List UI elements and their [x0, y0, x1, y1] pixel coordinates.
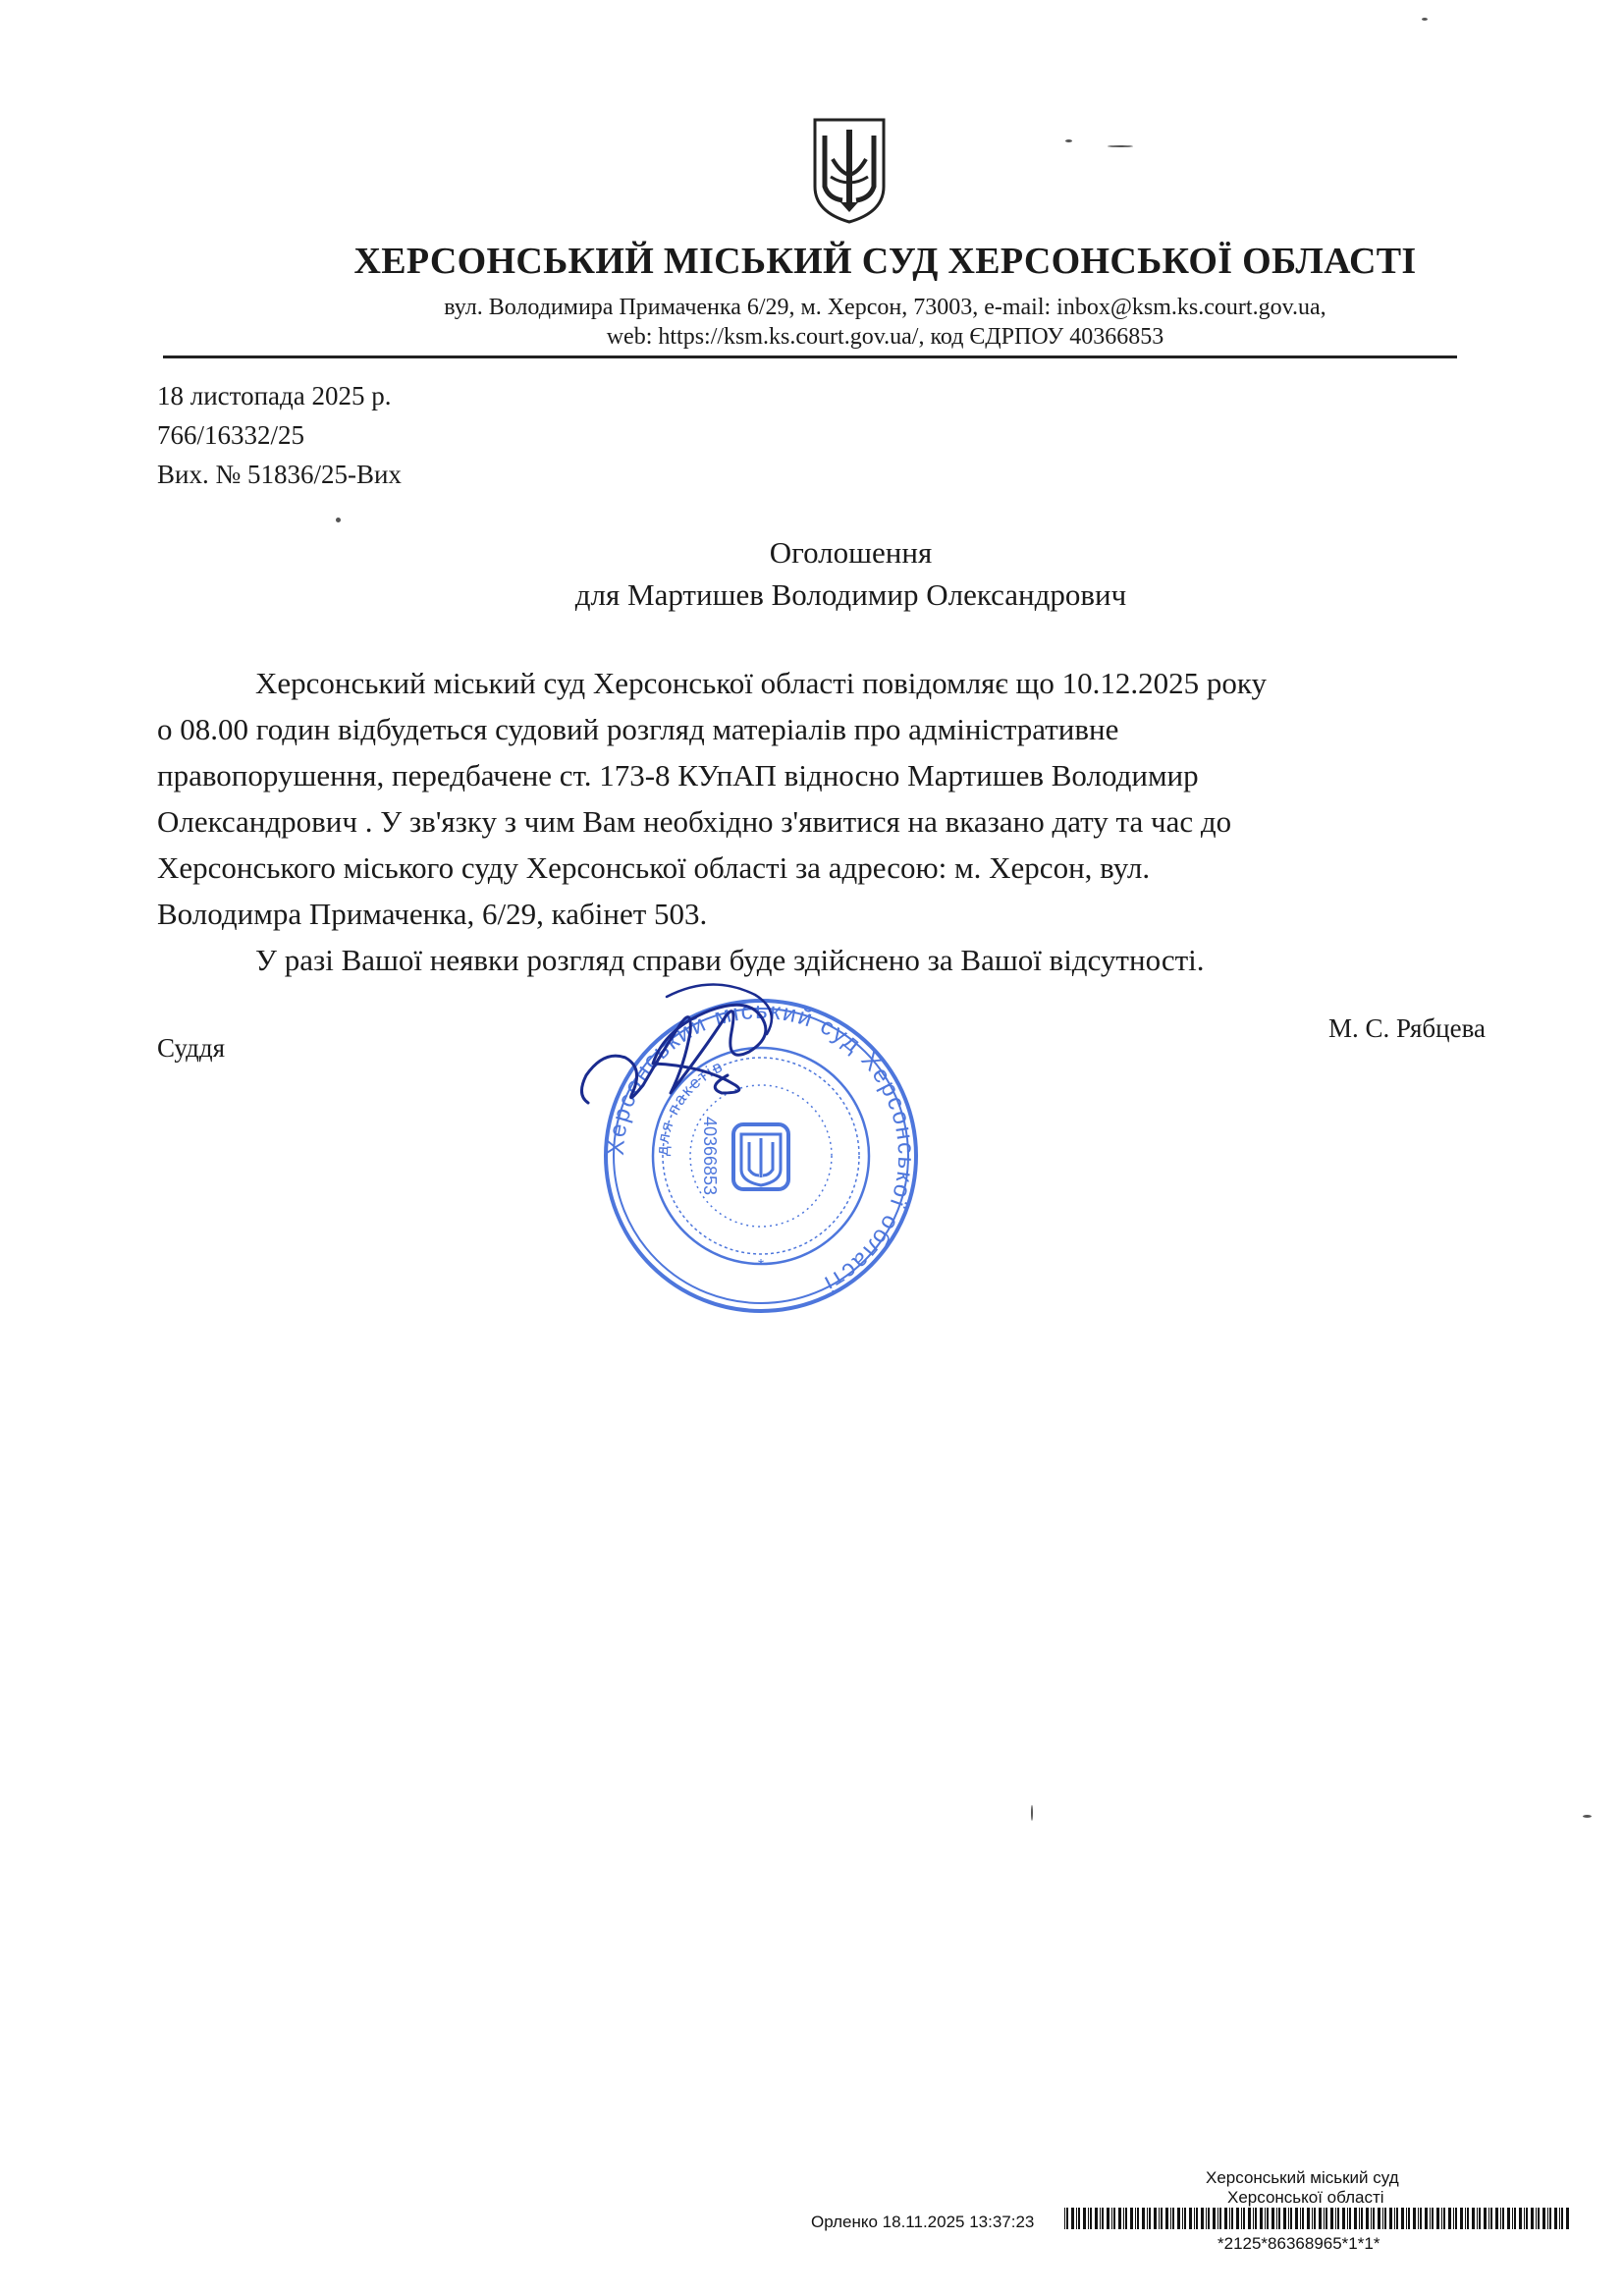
case-number: 766/16332/25 — [157, 420, 305, 450]
barcode-bar — [1224, 2208, 1227, 2229]
barcode-bar — [1325, 2208, 1327, 2229]
barcode-bar — [1201, 2208, 1204, 2229]
barcode-bar — [1354, 2208, 1357, 2229]
barcode-bar — [1448, 2208, 1451, 2229]
barcode-bar — [1078, 2208, 1080, 2229]
barcode-bar — [1413, 2208, 1416, 2229]
barcode-bar — [1300, 2208, 1301, 2229]
body-line: о 08.00 годин відбудеться судовий розгляд матеріалів про адміністративне — [157, 712, 1119, 746]
barcode-bar — [1342, 2208, 1345, 2229]
barcode-bar — [1170, 2208, 1171, 2229]
barcode-bar — [1243, 2208, 1245, 2229]
barcode-bar — [1349, 2208, 1351, 2229]
barcode-bar — [1236, 2208, 1239, 2229]
barcode-bar — [1330, 2208, 1333, 2229]
barcode-bar — [1514, 2208, 1516, 2229]
barcode-bar — [1147, 2208, 1148, 2229]
judge-label: Суддя — [157, 1033, 226, 1063]
document-title: Оголошення — [769, 535, 933, 570]
barcode-bar — [1295, 2208, 1298, 2229]
barcode-bar — [1142, 2208, 1145, 2229]
barcode-bar — [1441, 2208, 1442, 2229]
notice-body — [157, 660, 1532, 983]
scan-speck — [1422, 18, 1428, 21]
body-line: У разі Вашої неявки розгляд справи буде здійснено за Вашої відсутності. — [255, 943, 1205, 977]
barcode-bar — [1149, 2208, 1151, 2229]
barcode-bar — [1408, 2208, 1410, 2229]
barcode-bar — [1154, 2208, 1157, 2229]
document-addressee: для Мартишев Володимир Олександрович — [574, 577, 1127, 612]
scan-speck — [1583, 1815, 1592, 1818]
barcode-bar — [1265, 2208, 1266, 2229]
barcode-bar — [1288, 2208, 1289, 2229]
barcode-bar — [1231, 2208, 1233, 2229]
barcode-bar — [1519, 2208, 1522, 2229]
seal-code: 40366853 — [700, 1116, 720, 1196]
barcode-bar — [1260, 2208, 1263, 2229]
scan-speck — [336, 518, 341, 522]
barcode-bar — [1123, 2208, 1124, 2229]
barcode-bar — [1406, 2208, 1407, 2229]
barcode-bar — [1566, 2208, 1569, 2229]
barcode-bar — [1384, 2208, 1386, 2229]
barcode-bar — [1373, 2208, 1375, 2229]
body-line: Володимра Примаченка, 6/29, кабінет 503. — [157, 897, 708, 931]
barcode-bar — [1276, 2208, 1277, 2229]
barcode-bar — [1219, 2208, 1221, 2229]
barcode-bar — [1432, 2208, 1434, 2229]
scan-speck — [1065, 139, 1072, 142]
barcode-bar — [1378, 2208, 1380, 2229]
barcode-bar — [1394, 2208, 1395, 2229]
barcode-bar — [1418, 2208, 1419, 2229]
seal-outer-text: Херсонський міський суд Херсонської області — [602, 997, 920, 1298]
barcode-bar — [1460, 2208, 1463, 2229]
barcode-bar — [1076, 2208, 1077, 2229]
scan-speck — [1031, 1805, 1033, 1821]
barcode-bar — [1401, 2208, 1404, 2229]
barcode-bar — [1488, 2208, 1489, 2229]
barcode-bar — [1307, 2208, 1310, 2229]
barcode-bar — [1477, 2208, 1478, 2229]
barcode-bar — [1196, 2208, 1198, 2229]
barcode-bar — [1125, 2208, 1127, 2229]
barcode-bar — [1531, 2208, 1534, 2229]
court-name: ХЕРСОНСЬКИЙ МІСЬКИЙ СУД ХЕРСОНСЬКОЇ ОБЛАСТІ — [353, 241, 1417, 282]
body-line: Херсонський міський суд Херсонської області повідомляє що 10.12.2025 року — [255, 666, 1267, 700]
barcode-bar — [1542, 2208, 1545, 2229]
barcode-bar — [1337, 2208, 1339, 2229]
barcode-bar — [1064, 2208, 1065, 2229]
header-divider — [163, 355, 1457, 358]
document-date: 18 листопада 2025 р. — [157, 381, 392, 410]
court-address-line1: вул. Володимира Примаченка 6/29, м. Херсон, 73003, e-mail: inbox@ksm.ks.court.gov.ua, — [444, 295, 1326, 320]
footer-court-line2: Херсонської області — [1227, 2188, 1384, 2207]
barcode-bar — [1453, 2208, 1454, 2229]
barcode-bar — [1100, 2208, 1101, 2229]
barcode-bar — [1095, 2208, 1098, 2229]
scan-speck — [1108, 145, 1133, 147]
barcode-bar — [1194, 2208, 1195, 2229]
barcode-bar — [1271, 2208, 1274, 2229]
barcode-bar — [1319, 2208, 1322, 2229]
barcode-bar — [1472, 2208, 1475, 2229]
barcode-bar — [1389, 2208, 1392, 2229]
barcode-bar — [1347, 2208, 1348, 2229]
footer-operator-timestamp: Орленко 18.11.2025 13:37:23 — [811, 2213, 1035, 2231]
barcode-bar — [1314, 2208, 1316, 2229]
barcode-bar — [1396, 2208, 1398, 2229]
barcode-bar — [1206, 2208, 1207, 2229]
barcode-bar — [1524, 2208, 1525, 2229]
barcode-bar — [1253, 2208, 1254, 2229]
seal-inner-text: для пакетів — [652, 1056, 728, 1157]
barcode-bar — [1538, 2208, 1540, 2229]
barcode-bar — [1526, 2208, 1528, 2229]
barcode-bar — [1324, 2208, 1325, 2229]
barcode — [1062, 2208, 1571, 2235]
barcode-bar — [1111, 2208, 1112, 2229]
court-address-line2: web: https://ksm.ks.court.gov.ua/, код ЄДРПОУ 40366853 — [606, 324, 1164, 350]
barcode-bar — [1479, 2208, 1481, 2229]
barcode-bar — [1113, 2208, 1115, 2229]
barcode-bar — [1208, 2208, 1210, 2229]
barcode-bar — [1484, 2208, 1487, 2229]
barcode-bar — [1495, 2208, 1498, 2229]
barcode-bar — [1366, 2208, 1369, 2229]
barcode-bar — [1066, 2208, 1068, 2229]
barcode-bar — [1107, 2208, 1109, 2229]
barcode-bar — [1189, 2208, 1192, 2229]
barcode-bar — [1088, 2208, 1089, 2229]
barcode-bar — [1229, 2208, 1230, 2229]
barcode-bar — [1430, 2208, 1431, 2229]
barcode-bar — [1135, 2208, 1136, 2229]
barcode-bar — [1182, 2208, 1183, 2229]
barcode-bar — [1561, 2208, 1563, 2229]
barcode-bar — [1512, 2208, 1513, 2229]
barcode-bar — [1361, 2208, 1363, 2229]
barcode-bar — [1302, 2208, 1304, 2229]
barcode-bar — [1172, 2208, 1174, 2229]
barcode-bar — [1465, 2208, 1466, 2229]
barcode-bar — [1455, 2208, 1457, 2229]
barcode-bar — [1547, 2208, 1548, 2229]
outgoing-number: Вих. № 51836/25-Вих — [157, 460, 402, 489]
barcode-bar — [1312, 2208, 1313, 2229]
barcode-bar — [1559, 2208, 1560, 2229]
barcode-bar — [1130, 2208, 1133, 2229]
barcode-bar — [1241, 2208, 1242, 2229]
body-line: правопорушення, передбачене ст. 173-8 КУпАП відносно Мартишев Володимир — [157, 758, 1199, 793]
barcode-bar — [1371, 2208, 1372, 2229]
barcode-bar — [1255, 2208, 1257, 2229]
barcode-bar — [1500, 2208, 1501, 2229]
body-line: Херсонського міського суду Херсонської області за адресою: м. Херсон, вул. — [157, 850, 1151, 885]
barcode-bar — [1217, 2208, 1218, 2229]
barcode-bar — [1359, 2208, 1360, 2229]
barcode-text: *2125*86368965*1*1* — [1217, 2234, 1380, 2253]
barcode-bar — [1165, 2208, 1168, 2229]
barcode-bar — [1502, 2208, 1504, 2229]
barcode-bar — [1102, 2208, 1104, 2229]
barcode-bar — [1554, 2208, 1557, 2229]
barcode-bar — [1278, 2208, 1280, 2229]
barcode-bar — [1467, 2208, 1469, 2229]
footer-court-line1: Херсонський міський суд — [1206, 2168, 1399, 2187]
barcode-bar — [1420, 2208, 1422, 2229]
barcode-bar — [1382, 2208, 1383, 2229]
barcode-bar — [1267, 2208, 1269, 2229]
barcode-bar — [1159, 2208, 1160, 2229]
barcode-bar — [1184, 2208, 1186, 2229]
barcode-bar — [1248, 2208, 1251, 2229]
barcode-bar — [1335, 2208, 1336, 2229]
barcode-bar — [1507, 2208, 1510, 2229]
barcode-bar — [1443, 2208, 1445, 2229]
barcode-bar — [1536, 2208, 1537, 2229]
barcode-bar — [1177, 2208, 1180, 2229]
barcode-bar — [1137, 2208, 1139, 2229]
barcode-bar — [1549, 2208, 1551, 2229]
barcode-bar — [1071, 2208, 1074, 2229]
barcode-bar — [1213, 2208, 1216, 2229]
barcode-bar — [1290, 2208, 1292, 2229]
court-seal-stamp — [574, 977, 947, 1336]
svg-text:*: * — [757, 1257, 765, 1274]
coat-of-arms-icon — [811, 116, 888, 226]
judge-name: М. С. Рябцева — [1328, 1013, 1486, 1043]
barcode-bar — [1425, 2208, 1428, 2229]
barcode-bar — [1436, 2208, 1439, 2229]
barcode-bar — [1083, 2208, 1086, 2229]
body-line: Олександрович . У зв'язку з чим Вам необхідно з'явитися на вказано дату та час до — [157, 804, 1232, 839]
barcode-bar — [1490, 2208, 1492, 2229]
barcode-bar — [1161, 2208, 1163, 2229]
barcode-bar — [1090, 2208, 1092, 2229]
barcode-bar — [1283, 2208, 1286, 2229]
barcode-bar — [1118, 2208, 1121, 2229]
